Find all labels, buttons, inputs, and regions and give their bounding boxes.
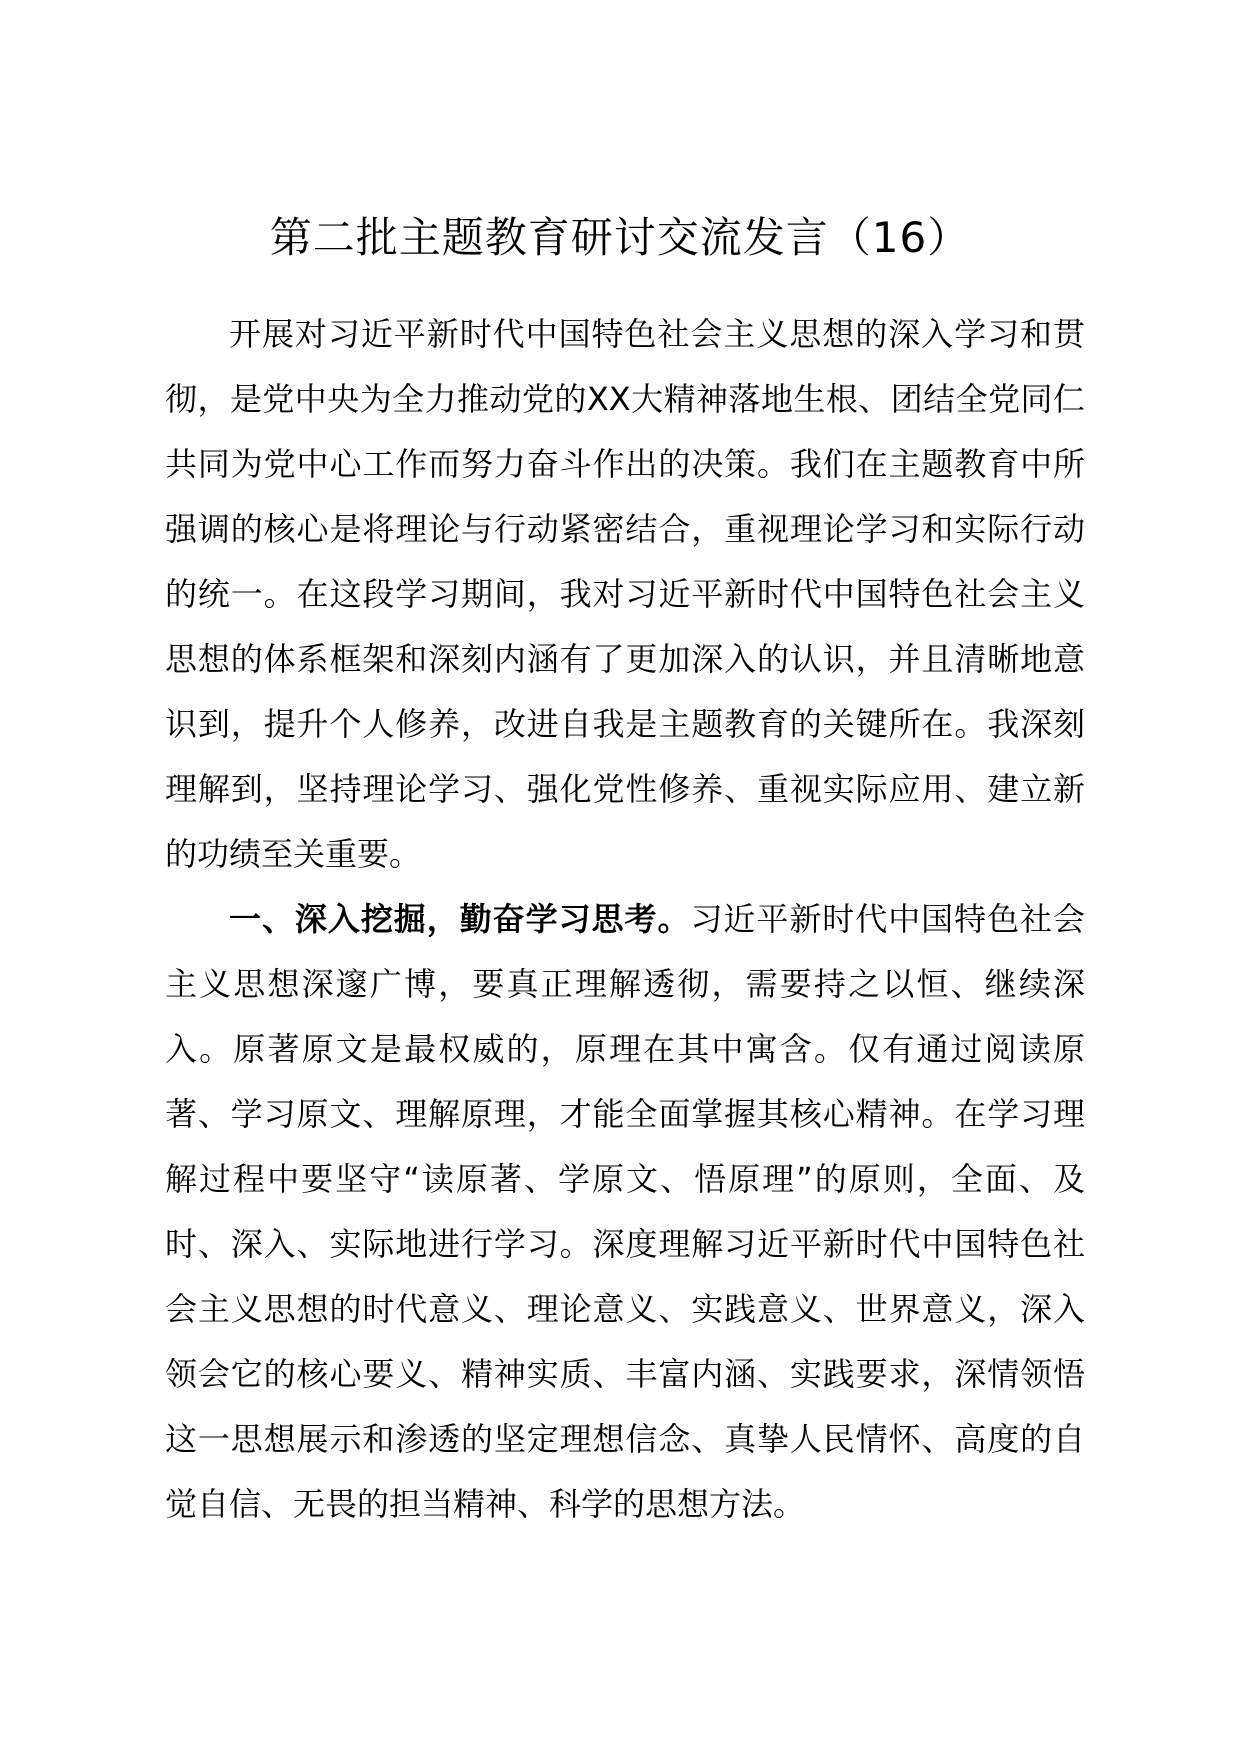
document-title: 第二批主题教育研讨交流发言（16） bbox=[269, 213, 971, 262]
paragraph-text: 习近平新时代中国特色社会主义思想深邃广博，要真正理解透彻，需要持之以恒、继续深入。原著原文是最权威的，原理在其中寓含。仅有通过阅读原著、学习原文、理解原理，才能全面掌握其核心精神。在学习理解过程中要坚守“读原著、学原文、悟原理”的原则，全面、及时、深入、实际地进行学习。深度理解习近平新时代中国特色社会主义思想的时代意义、理论意义、实践意义、世界意义，深入领会它的核心要义、精神实质、丰富内涵、实践要求，深情领悟这一思想展示和渗透的坚定理想信念、真挚人民情怀、高度的自觉自信、无畏的担当精神、科学的思想方法。 bbox=[165, 900, 1085, 1523]
paragraph-text: 开展对习近平新时代中国特色社会主义思想的深入学习和贯彻，是党中央为全力推动党的XX大精神落地生根、团结全党同仁共同为党中心工作而努力奋斗作出的决策。我们在主题教育中所强调的核心是将理论与行动紧密结合，重视理论学习和实际行动的统一。在这段学习期间，我对习近平新时代中国特色社会主义思想的体系框架和深刻内涵有了更加深入的认识，并且清晰地意识到，提升个人修养，改进自我是主题教育的关键所在。我深刻理解到，坚持理论学习、强化党性修养、重视实际应用、建立新的功绩至关重要。 bbox=[165, 315, 1085, 873]
section-heading: 一、深入挖掘，勤奋学习思考。 bbox=[229, 900, 691, 938]
paragraph-section-1 bbox=[165, 887, 1085, 1537]
document-body bbox=[165, 302, 1085, 1537]
paragraph-intro bbox=[165, 302, 1085, 887]
